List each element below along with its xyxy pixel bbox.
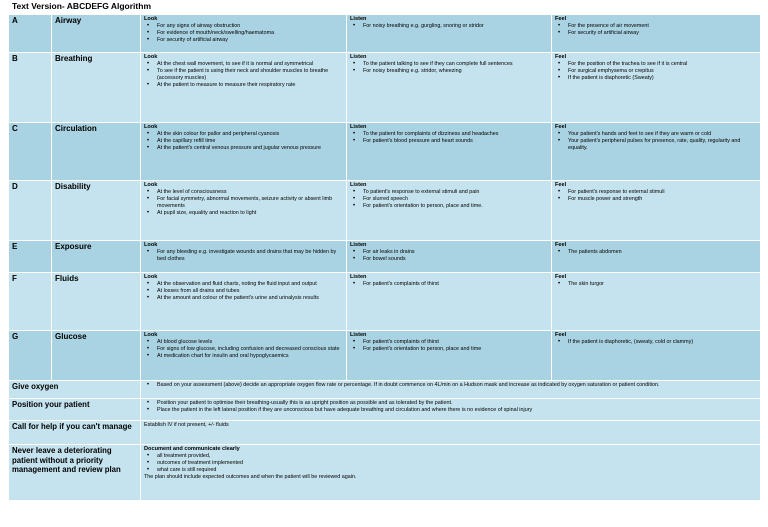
feel-item: • If the patient is diaphoretic, (sweaty, cold or clammy) bbox=[555, 339, 757, 346]
feel-cell bbox=[552, 53, 761, 123]
listen-item: • For patient's complaints of thirst bbox=[350, 281, 548, 288]
feel-cell bbox=[552, 181, 761, 241]
row-name: Airway bbox=[55, 16, 82, 25]
row-letter: B bbox=[12, 54, 18, 63]
feel-heading: Feel bbox=[555, 124, 567, 130]
listen-heading: Listen bbox=[350, 274, 367, 280]
feel-item: • For the presence of air movement bbox=[555, 23, 757, 30]
row-letter: A bbox=[12, 16, 18, 25]
feel-heading: Feel bbox=[555, 274, 567, 280]
document-list bbox=[144, 453, 757, 474]
feel-heading: Feel bbox=[555, 182, 567, 188]
call-help-text: Establish IV if not present, +/- fluids bbox=[144, 422, 229, 428]
page-title: Text Version- ABCDEFG Algorithm bbox=[12, 1, 152, 11]
feel-item: • For patient's response to external stimuli bbox=[555, 189, 757, 196]
look-cell bbox=[141, 241, 347, 273]
listen-cell bbox=[347, 273, 552, 331]
never-leave-label: Never leave a deteriorating patient without a priority management and review plan bbox=[12, 446, 121, 474]
look-item: • At the observation and fluid charts, noting the fluid input and output bbox=[144, 281, 343, 288]
position-label: Position your patient bbox=[12, 400, 90, 409]
look-item: • At the amount and colour of the patient's urine and urinalysis results bbox=[144, 295, 343, 302]
look-cell bbox=[141, 53, 347, 123]
listen-heading: Listen bbox=[350, 332, 367, 338]
look-item: • For facial symmetry, abnormal movements, seizure activity or absent limb movements bbox=[144, 196, 343, 210]
assessment-row-disability bbox=[9, 181, 761, 241]
look-item: • At losses from all drains and tubes bbox=[144, 288, 343, 295]
position-list bbox=[144, 400, 757, 414]
look-heading: Look bbox=[144, 16, 158, 22]
look-item: • At pupil size, equality and reaction to light bbox=[144, 210, 343, 217]
look-item: • At the level of consciousness bbox=[144, 189, 343, 196]
look-item: • For security of artificial airway bbox=[144, 37, 343, 44]
row-letter: G bbox=[12, 332, 19, 341]
listen-list bbox=[350, 61, 548, 75]
feel-list bbox=[555, 281, 757, 288]
row-letter: D bbox=[12, 182, 18, 191]
look-item: • For evidence of mouth/neck/swelling/haematoma bbox=[144, 30, 343, 37]
look-item: • For signs of low glucose, including confusion and decreased conscious state bbox=[144, 346, 343, 353]
give-oxygen-label: Give oxygen bbox=[12, 382, 59, 391]
listen-heading: Listen bbox=[350, 242, 367, 248]
listen-list bbox=[350, 249, 548, 263]
listen-item: • To the patient for complaints of dizziness and headaches bbox=[350, 131, 548, 138]
look-item: • At the patient to measure to measure their respiratory rate bbox=[144, 82, 343, 89]
feel-item: • For muscle power and strength bbox=[555, 196, 757, 203]
listen-list bbox=[350, 23, 548, 30]
row-letter: F bbox=[12, 274, 17, 283]
look-list bbox=[144, 131, 343, 152]
listen-item: • For slurred speech bbox=[350, 196, 548, 203]
document-heading: Document and communicate clearly bbox=[144, 446, 240, 452]
look-item: • For any signs of airway obstruction bbox=[144, 23, 343, 30]
feel-item: • If the patient is diaphoretic (Sweaty) bbox=[555, 75, 757, 82]
look-list bbox=[144, 189, 343, 217]
feel-list bbox=[555, 23, 757, 37]
listen-item: • For noisy breathing e.g. gurgling, snoring or stridor bbox=[350, 23, 548, 30]
look-list bbox=[144, 339, 343, 360]
assessment-row-fluids bbox=[9, 273, 761, 331]
assessment-row-glucose bbox=[9, 331, 761, 381]
feel-list bbox=[555, 249, 757, 256]
listen-cell bbox=[347, 181, 552, 241]
feel-item: • For security of artificial airway bbox=[555, 30, 757, 37]
listen-item: • For bowel sounds bbox=[350, 256, 548, 263]
look-cell bbox=[141, 331, 347, 381]
look-list bbox=[144, 61, 343, 89]
look-cell bbox=[141, 273, 347, 331]
look-item: • For any bleeding e.g. investigate wounds and drains that may be hidden by bed clothes bbox=[144, 249, 343, 263]
plan-footer: The plan should include expected outcomes and when the patient will be reviewed again. bbox=[144, 473, 357, 480]
listen-heading: Listen bbox=[350, 182, 367, 188]
look-cell bbox=[141, 15, 347, 53]
feel-heading: Feel bbox=[555, 54, 567, 60]
give-oxygen-list bbox=[144, 382, 757, 389]
feel-list bbox=[555, 339, 757, 346]
assessment-rows bbox=[9, 15, 761, 381]
position-item: • Position your patient to optimise their breathing-usually this is as upright position as possible and as tolerated by the patient. bbox=[144, 400, 757, 407]
feel-cell bbox=[552, 273, 761, 331]
feel-item: • Your patient's peripheral pulses for presence, rate, quality, regularity and equality. bbox=[555, 138, 757, 152]
listen-item: • To the patient talking to see if they can complete full sentences bbox=[350, 61, 548, 68]
never-leave-row bbox=[9, 445, 761, 501]
feel-list bbox=[555, 131, 757, 152]
look-heading: Look bbox=[144, 242, 158, 248]
row-letter: E bbox=[12, 242, 18, 251]
row-name: Circulation bbox=[55, 124, 97, 133]
listen-item: • For patient's complaints of thirst bbox=[350, 339, 548, 346]
look-cell bbox=[141, 123, 347, 181]
look-item: • To see if the patient is using their neck and shoulder muscles to breathe (accessory muscles) bbox=[144, 68, 343, 82]
look-item: • At the skin colour for pallor and peripheral cyanosis bbox=[144, 131, 343, 138]
row-name: Fluids bbox=[55, 274, 79, 283]
assessment-row-airway bbox=[9, 15, 761, 53]
listen-item: • For air leaks in drains bbox=[350, 249, 548, 256]
feel-cell bbox=[552, 241, 761, 273]
row-letter: C bbox=[12, 124, 18, 133]
listen-item: • To patient's response to external stimuli and pain bbox=[350, 189, 548, 196]
feel-cell bbox=[552, 15, 761, 53]
listen-list bbox=[350, 339, 548, 353]
listen-item: • For patient's blood pressure and heart sounds bbox=[350, 138, 548, 145]
feel-item: • The patients abdomen bbox=[555, 249, 757, 256]
look-heading: Look bbox=[144, 274, 158, 280]
listen-heading: Listen bbox=[350, 54, 367, 60]
listen-list bbox=[350, 131, 548, 145]
call-help-label: Call for help if you can't manage bbox=[12, 422, 132, 431]
listen-item: • For patient's orientation to person, place and time. bbox=[350, 203, 548, 210]
listen-cell bbox=[347, 241, 552, 273]
feel-heading: Feel bbox=[555, 332, 567, 338]
position-item: • Place the patient in the left lateral position if they are unconscious but have adequate breathing and circulation and where there is no evidence of spinal injury bbox=[144, 407, 757, 414]
look-item: • At blood glucose levels bbox=[144, 339, 343, 346]
abcdefg-table bbox=[8, 14, 761, 501]
look-list bbox=[144, 249, 343, 263]
feel-heading: Feel bbox=[555, 16, 567, 22]
feel-heading: Feel bbox=[555, 242, 567, 248]
look-item: • At medication chart for insulin and oral hypoglycaemics bbox=[144, 353, 343, 360]
give-oxygen-item: • Based on your assessment (above) decide an appropriate oxygen flow rate or percentage. If in doubt commence on 4L/min on a Hudson mask and increase as indicated by oxygen saturation or patient condition. bbox=[144, 382, 757, 389]
look-heading: Look bbox=[144, 332, 158, 338]
feel-list bbox=[555, 189, 757, 203]
look-cell bbox=[141, 181, 347, 241]
listen-heading: Listen bbox=[350, 124, 367, 130]
position-row bbox=[9, 399, 761, 421]
look-heading: Look bbox=[144, 124, 158, 130]
row-name: Breathing bbox=[55, 54, 93, 63]
look-item: • At the patient's central venous pressure and jugular venous pressure bbox=[144, 145, 343, 152]
feel-item: • For the position of the trachea to see if it is central bbox=[555, 61, 757, 68]
call-help-row bbox=[9, 421, 761, 445]
listen-cell bbox=[347, 331, 552, 381]
assessment-row-breathing bbox=[9, 53, 761, 123]
listen-list bbox=[350, 189, 548, 210]
feel-cell bbox=[552, 123, 761, 181]
feel-item: • For surgical emphysema or crepitus bbox=[555, 68, 757, 75]
document-item: • outcomes of treatment implemented bbox=[144, 460, 757, 467]
look-list bbox=[144, 281, 343, 302]
look-item: • At the capillary refill time bbox=[144, 138, 343, 145]
look-list bbox=[144, 23, 343, 44]
feel-item: • Your patient's hands and feet to see if they are warm or cold bbox=[555, 131, 757, 138]
document-item: • all treatment provided, bbox=[144, 453, 757, 460]
feel-item: • The skin turgor bbox=[555, 281, 757, 288]
listen-cell bbox=[347, 15, 552, 53]
row-name: Disability bbox=[55, 182, 91, 191]
assessment-row-exposure bbox=[9, 241, 761, 273]
look-heading: Look bbox=[144, 54, 158, 60]
listen-list bbox=[350, 281, 548, 288]
listen-item: • For noisy breathing e.g. stridor, wheezing bbox=[350, 68, 548, 75]
document-item: • what care is still required bbox=[144, 467, 757, 474]
give-oxygen-row bbox=[9, 381, 761, 399]
look-item: • At the chest wall movement, to see if it is normal and symmetrical bbox=[144, 61, 343, 68]
feel-list bbox=[555, 61, 757, 82]
listen-cell bbox=[347, 123, 552, 181]
listen-heading: Listen bbox=[350, 16, 367, 22]
listen-cell bbox=[347, 53, 552, 123]
action-rows bbox=[9, 381, 761, 501]
row-name: Exposure bbox=[55, 242, 92, 251]
row-name: Glucose bbox=[55, 332, 87, 341]
listen-item: • For patient's orientation to person, place and time bbox=[350, 346, 548, 353]
feel-cell bbox=[552, 331, 761, 381]
assessment-row-circulation bbox=[9, 123, 761, 181]
look-heading: Look bbox=[144, 182, 158, 188]
